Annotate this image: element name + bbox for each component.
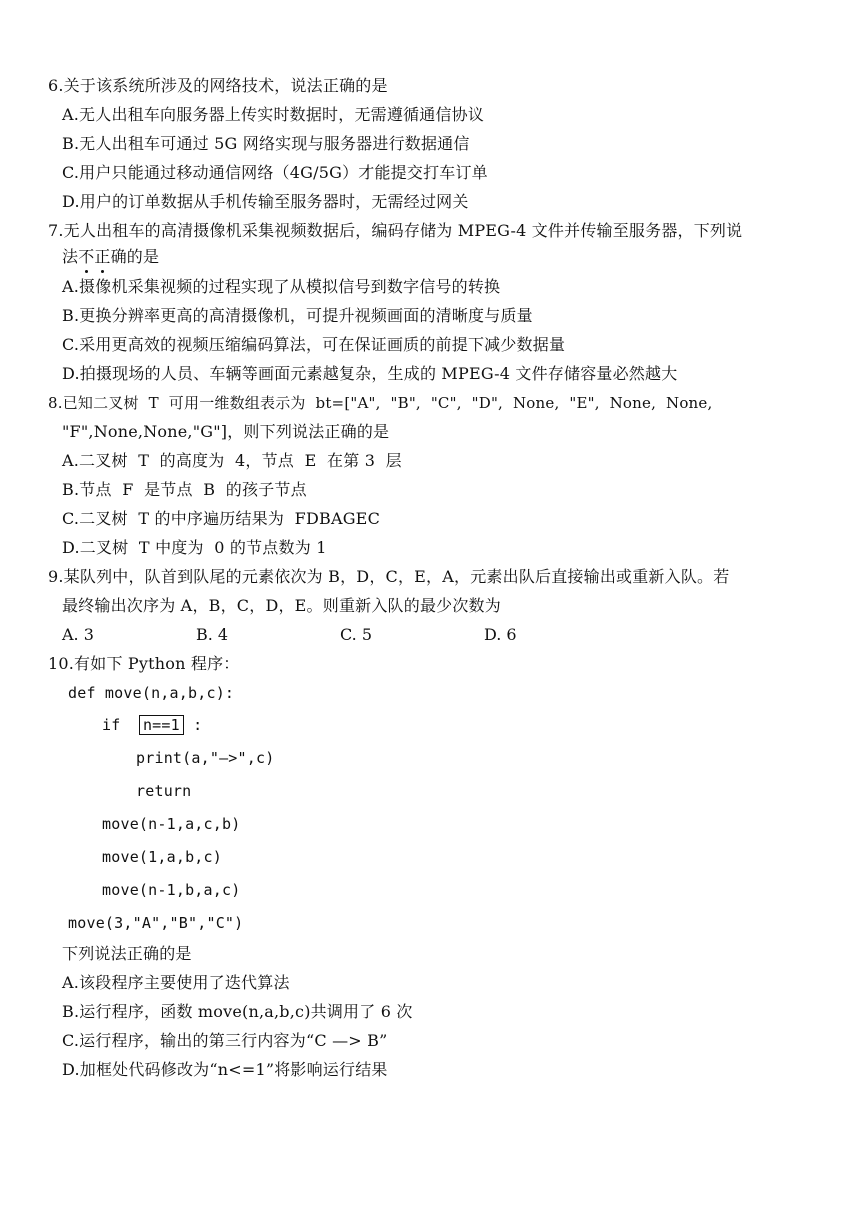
q9-choice-c: C. 5 — [340, 625, 373, 644]
code-main-call: move(3,"A","B","C") — [68, 914, 244, 932]
q8-option-b: B.节点 F 是节点 B 的孩子节点 — [62, 480, 307, 499]
q10-stem: 10.有如下 Python 程序： — [48, 654, 240, 673]
q10-option-d: D.加框处代码修改为“n<=1”将影响运行结果 — [62, 1060, 388, 1079]
code-if-line — [102, 715, 202, 735]
q7-emphasis-char-1: 不 — [78, 247, 95, 266]
q6-option-c: C.用户只能通过移动通信网络（4G/5G）才能提交打车订单 — [62, 163, 488, 182]
code-print-line: print(a,"—>",c) — [136, 749, 275, 767]
code-if-colon: : — [193, 716, 203, 734]
q8-option-a: A.二叉树 T 的高度为 4，节点 E 在第 3 层 — [62, 451, 402, 470]
q10-option-a: A.该段程序主要使用了迭代算法 — [62, 973, 290, 992]
q8-option-c: C.二叉树 T 的中序遍历结果为 FDBAGEC — [62, 509, 381, 528]
code-call-3: move(n-1,b,a,c) — [102, 881, 241, 899]
q7-stem-line2 — [62, 247, 159, 267]
q7-stem-text: 法 — [62, 247, 79, 266]
q7-option-a: A.摄像机采集视频的过程实现了从模拟信号到数字信号的转换 — [62, 277, 501, 296]
q7-stem-text-end: 确的是 — [110, 247, 160, 266]
boxed-condition: n==1 — [139, 715, 184, 735]
q10-option-c: C.运行程序，输出的第三行内容为“C —> B” — [62, 1031, 388, 1050]
q9-choice-b: B. 4 — [196, 625, 229, 644]
q7-option-d: D.拍摄现场的人员、车辆等画面元素越复杂，生成的 MPEG-4 文件存储容量必然越大 — [62, 364, 678, 383]
q9-choice-d: D. 6 — [484, 625, 517, 644]
q7-emphasis-char-2: 正 — [94, 247, 111, 266]
q10-option-b: B.运行程序，函数 move(n,a,b,c)共调用了 6 次 — [62, 1002, 413, 1021]
code-def-line: def move(n,a,b,c): — [68, 684, 235, 702]
q9-choice-a: A. 3 — [62, 625, 94, 644]
q7-stem-line1: 7.无人出租车的高清摄像机采集视频数据后，编码存储为 MPEG-4 文件并传输至服务器，下列说 — [48, 221, 743, 240]
code-return-line: return — [136, 782, 192, 800]
code-call-1: move(n-1,a,c,b) — [102, 815, 241, 833]
q9-stem-line2: 最终输出次序为 A，B，C，D，E。则重新入队的最少次数为 — [62, 596, 501, 615]
q6-stem: 6.关于该系统所涉及的网络技术，说法正确的是 — [48, 76, 388, 95]
q8-stem-line1: 8.已知二叉树 T 可用一维数组表示为 bt=["A", "B", "C", "D", None, "E", None, None, — [48, 394, 713, 412]
q8-stem-line2: "F",None,None,"G"]，则下列说法正确的是 — [62, 422, 390, 441]
q6-option-d: D.用户的订单数据从手机传输至服务器时，无需经过网关 — [62, 192, 469, 211]
code-if-keyword: if — [102, 716, 121, 734]
code-call-2: move(1,a,b,c) — [102, 848, 222, 866]
q10-prompt: 下列说法正确的是 — [62, 944, 192, 963]
q6-option-a: A.无人出租车向服务器上传实时数据时，无需遵循通信协议 — [62, 105, 485, 124]
q7-option-b: B.更换分辨率更高的高清摄像机，可提升视频画面的清晰度与质量 — [62, 306, 533, 325]
q9-stem-line1: 9.某队列中，队首到队尾的元素依次为 B，D，C，E，A，元素出队后直接输出或重新入队。若 — [48, 567, 730, 586]
q8-option-d: D.二叉树 T 中度为 0 的节点数为 1 — [62, 538, 327, 557]
q7-option-c: C.采用更高效的视频压缩编码算法，可在保证画质的前提下减少数据量 — [62, 335, 566, 354]
q6-option-b: B.无人出租车可通过 5G 网络实现与服务器进行数据通信 — [62, 134, 470, 153]
